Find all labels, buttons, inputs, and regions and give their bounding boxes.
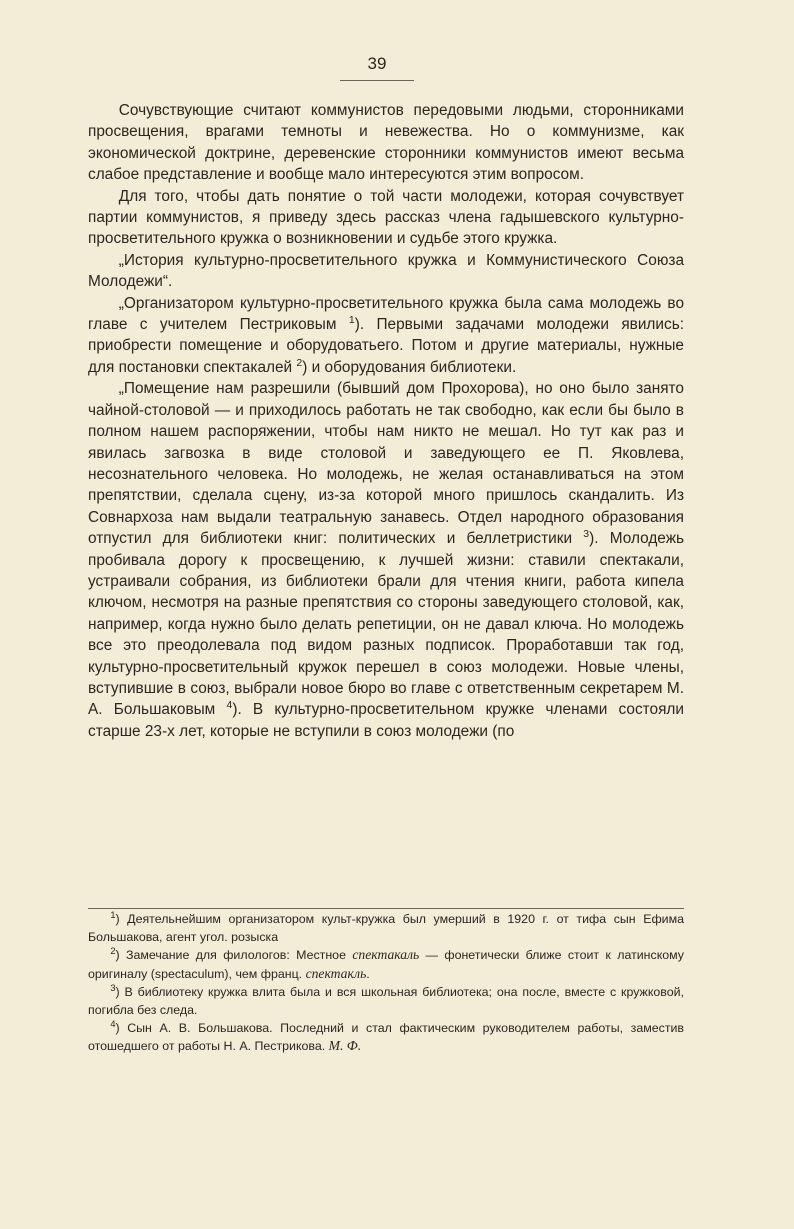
main-text [88,100,684,742]
footnote-text: ) Сын А. В. Большакова. Последний и стал фактическим руководителем работы, заместив отошедшего от работы Н. А. Пестрикова. [88,1021,684,1054]
footnote-ref: 2 [296,357,303,369]
footnote-text: . [366,966,370,981]
paragraph: Для того, чтобы дать понятие о той части молодежи, которая сочувствует партии коммунистов, я приведу здесь рассказ члена гадышевского культурно-просветительного кружка о возникновении и судьбе этого кружка. [88,187,684,248]
paragraph [88,293,684,379]
footnotes [88,910,684,1056]
text-run: ) и оборудования библиотеки. [302,358,517,376]
footnote-text: ) Замечание для филологов: Местное [115,948,353,963]
footnote-text: — фонетически ближе стоит к латинскому оригиналу (spectaculum), чем франц. [88,948,685,981]
text-run: ). В культурно-просветительном кружке членами состояли старше 23-х лет, которые не вступили в союз молодежи (по [88,701,684,740]
text-run: ). Молодежь пробивала дорогу к просвещению, к лучшей жизни: ставили спектакали, устраивали собрания, из библиотеки брали для чтения книги, работа кипела ключом, несмотря на разные препятствия со стороны заведующего столовой, как, например, когда нужно было делать репетиции, он не давал ключа. Но молодежь все это преодолевала под видом разных подписок. Проработавши так год, культурно-просветительный кружок перешел в союз молодежи. Новые члены, вступившие в союз, выбрали новое бюро во главе с ответственным секретарем М. А. Большаковым [88,530,685,719]
footnote-mark: 1 [110,909,116,920]
footnote-mark: 2 [110,946,116,957]
page-number: 39 [367,54,387,73]
page-number-rule [340,80,414,81]
footnote-text: ) В библиотеку кружка влита была и вся школьная библиотека; она после, вместе с кружковой, погибла без следа. [88,984,684,1018]
editor-signature: М. Ф. [328,1038,362,1054]
footnote-mark: 4 [110,1019,116,1030]
footnote-1 [88,910,684,946]
paragraph: „История культурно-просветительного кружка и Коммунистического Союза Молодежи“. [88,251,684,291]
footnote-ref: 3 [583,529,590,540]
italic-word: спектакаль [352,947,420,963]
footnote-mark: 3 [110,982,116,993]
footnote-ref: 4 [226,700,233,712]
footnote-text: ) Деятельнейшим организатором культ-кружка был умерший в 1920 г. от тифа сын Ефима Большакова, агент угол. розыска [88,912,684,945]
footnote-4 [88,1019,684,1055]
text-run: „Помещение нам разрешили (бывший дом Прохорова), но оно было занято чайной-столовой — и приходилось работать не так свободно, как если бы было в полном нашем распоряжении, чтобы нам никто не мешал. Но тут как раз и явилась загвозка в виде столовой и заведующего ее П. Яковлева, несознательного человека. Но молодежь, не желая останавливаться на этом препятствии, сделала сцену, из-за которой много пришлось скандалить. Из Совнархоза нам выдали театральную занавесь. Отдел народного образования отпустил для библиотеки книг: политических и беллетристики [88,380,684,548]
footnote-2 [88,946,684,982]
text-run: ). Первыми задачами молодежи явились: приобрести помещение и оборудоватьего. Потом и другие материалы, нужные для постановки спектакалей [88,316,684,376]
footnote-rule [88,908,684,909]
italic-word: спектакль [305,965,367,981]
paragraph [88,378,684,742]
paragraph: Сочувствующие считают коммунистов передовыми людьми, сторонниками просвещения, врагами темноты и невежества. Но о коммунизме, как экономической доктрине, деревенские сторонники коммунистов имеют весьма слабое представление и вообще мало интересуются этим вопросом. [88,102,684,184]
footnote-ref: 1 [348,314,355,326]
text-run: „Организатором культурно-просветительного кружка была сама молодежь во главе с учителем Пестриковым [88,294,684,334]
footnote-3 [88,983,684,1019]
